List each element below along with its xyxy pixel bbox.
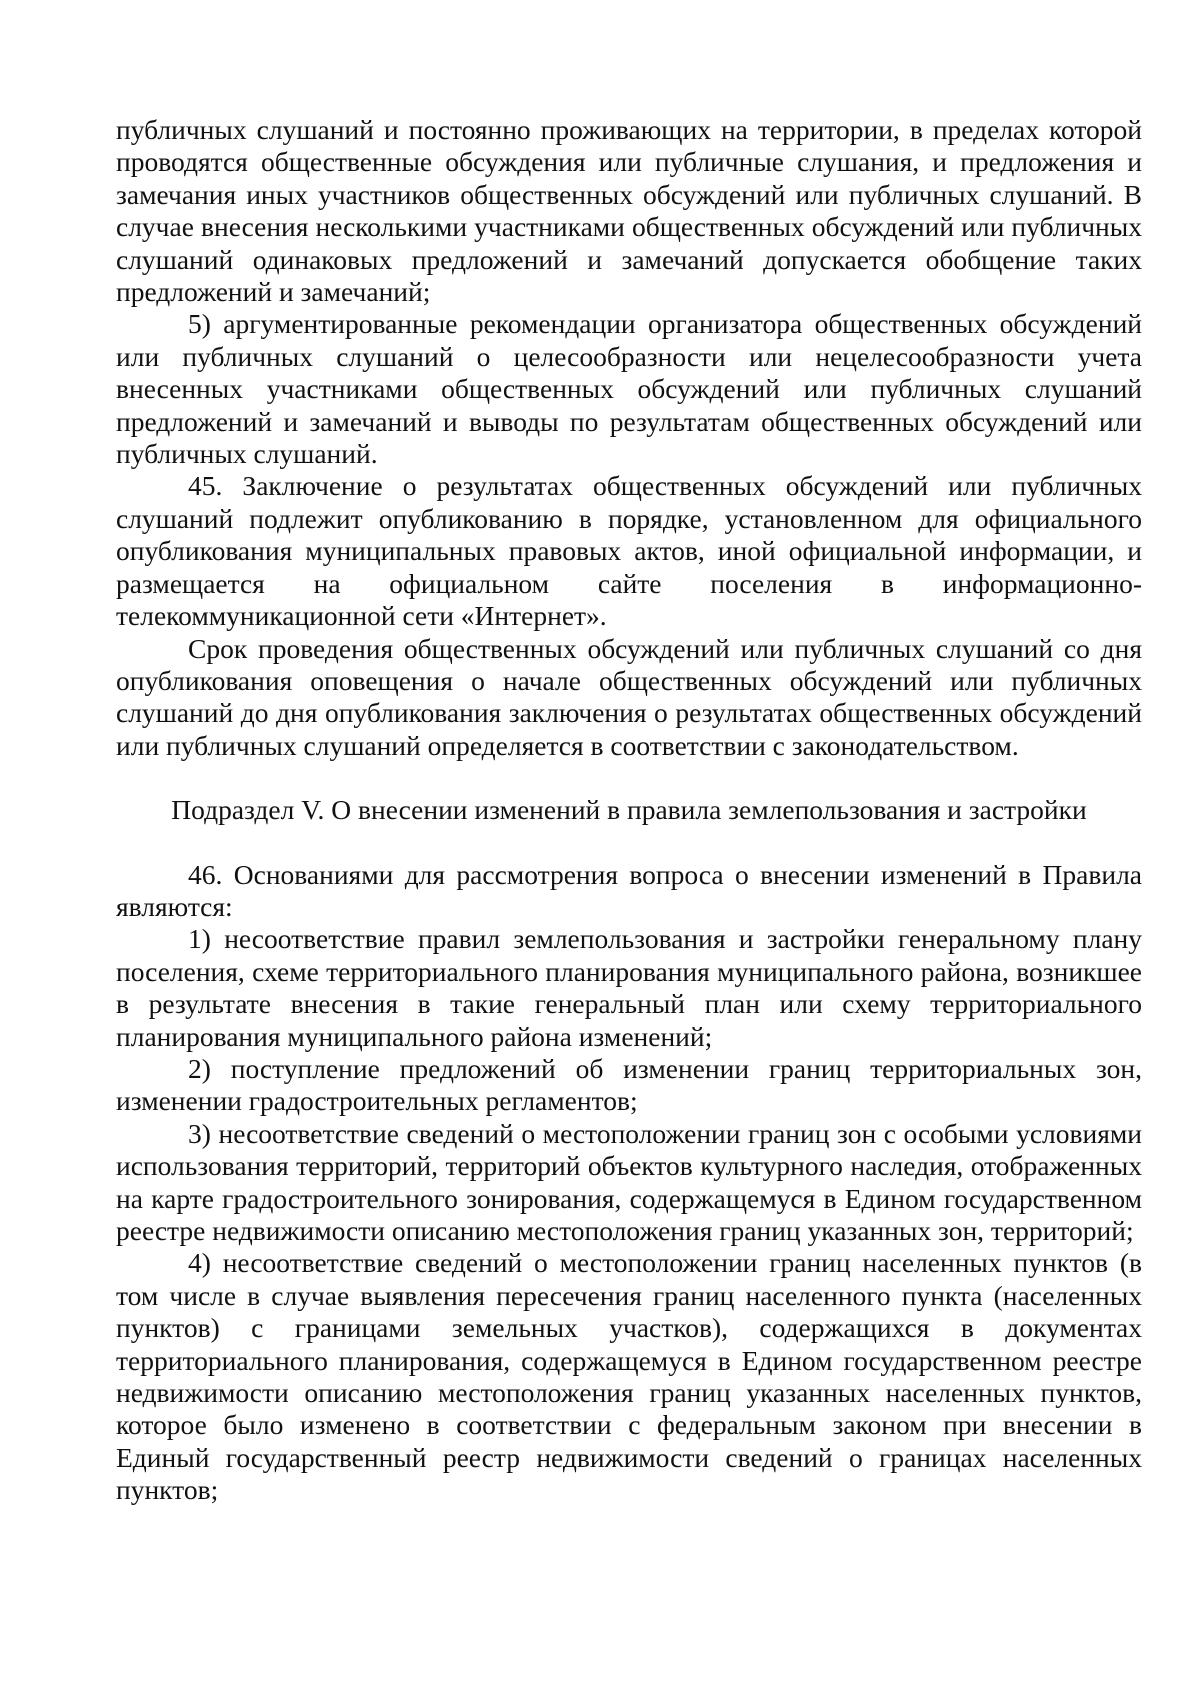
paragraph-continuation: публичных слушаний и постоянно проживающих на территории, в пределах которой проводятся общественные обсуждения или публичные слушания, и предложения и замечания иных участников общественных обсуждений или публичных слушаний. В случае внесения несколькими участниками общественных обсуждений или публичных слушаний одинаковых предложений и замечаний допускается обобщение таких предложений и замечаний; <box>116 114 1142 308</box>
document-page <box>116 114 1142 1507</box>
paragraph-46: 46. Основаниями для рассмотрения вопроса о внесении изменений в Правила являются: <box>116 858 1142 922</box>
paragraph-deadline: Срок проведения общественных обсуждений или публичных слушаний со дня опубликования оповещения о начале общественных обсуждений или публичных слушаний до дня опубликования заключения о результатах общественных обсуждений или публичных слушаний определяется в соответствии с законодательством. <box>116 632 1142 761</box>
paragraph-item-4: 4) несоответствие сведений о местоположении границ населенных пунктов (в том числе в случае выявления пересечения границ населенного пункта (населенных пунктов) с границами земельных участков), содержащихся в документах территориального планирования, содержащемуся в Едином государственном реестре недвижимости описанию местоположения границ указанных населенных пунктов, которое было изменено в соответствии с федеральным законом при внесении в Единый государственный реестр недвижимости сведений о границах населенных пунктов; <box>116 1247 1142 1506</box>
subsection-heading: Подраздел V. О внесении изменений в правила землепользования и застройки <box>171 794 1087 826</box>
paragraph-item-2: 2) поступление предложений об изменении границ территориальных зон, изменении градостроительных регламентов; <box>116 1052 1142 1117</box>
paragraph-item-1: 1) несоответствие правил землепользования и застройки генеральному плану поселения, схеме территориального планирования муниципального района, возникшее в результате внесения в такие генеральный план или схему территориального планирования муниципального района изменений; <box>116 923 1142 1052</box>
paragraph-item-3: 3) несоответствие сведений о местоположении границ зон с особыми условиями использования территорий, территорий объектов культурного наследия, отображенных на карте градостроительного зонирования, содержащемуся в Едином государственном реестре недвижимости описанию местоположения границ указанных зон, территорий; <box>116 1117 1142 1246</box>
paragraph-45: 45. Заключение о результатах общественных обсуждений или публичных слушаний подлежит опубликованию в порядке, установленном для официального опубликования муниципальных правовых актов, иной официальной информации, и размещается на официальном сайте поселения в информационно-телекоммуникационной сети «Интернет». <box>116 470 1142 632</box>
paragraph-item-5: 5) аргументированные рекомендации организатора общественных обсуждений или публичных слушаний о целесообразности или нецелесообразности учета внесенных участниками общественных обсуждений или публичных слушаний предложений и замечаний и выводы по результатам общественных обсуждений или публичных слушаний. <box>116 308 1142 470</box>
